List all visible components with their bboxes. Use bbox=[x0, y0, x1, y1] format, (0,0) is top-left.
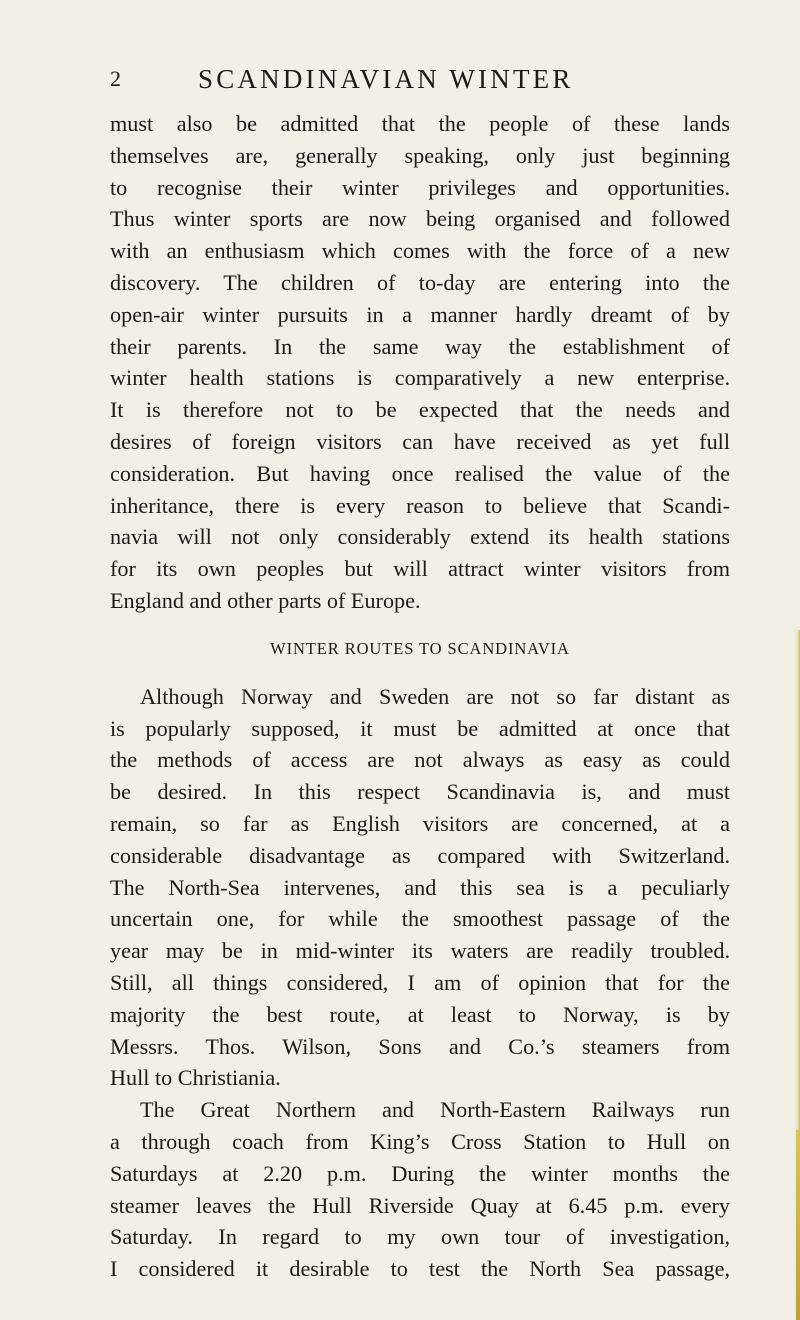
text-line: Although Norway and Sweden are not so far distant as bbox=[140, 683, 730, 709]
text-line: for its own peoples but will attract winter visitors from bbox=[110, 556, 730, 582]
text-line: England and other parts of Europe. bbox=[110, 587, 421, 613]
text-line: uncertain one, for while the smoothest passage of the bbox=[110, 906, 730, 932]
text-line: to recognise their winter privileges and opportunities. bbox=[110, 174, 730, 200]
paragraph-2 bbox=[110, 681, 730, 1094]
text-line: inheritance, there is every reason to believe that Scandi- bbox=[110, 492, 730, 518]
text-line: winter health stations is comparatively a new enterprise. bbox=[110, 365, 730, 391]
text-line: Saturdays at 2.20 p.m. During the winter months the bbox=[110, 1160, 730, 1186]
text-line: be desired. In this respect Scandinavia is, and must bbox=[110, 779, 730, 805]
text-line: Saturday. In regard to my own tour of investigation, bbox=[110, 1224, 730, 1250]
text-line: year may be in mid-winter its waters are readily troubled. bbox=[110, 938, 730, 964]
text-line: The Great Northern and North-Eastern Railways run bbox=[140, 1097, 730, 1123]
text-line: Thus winter sports are now being organised and followed bbox=[110, 206, 730, 232]
text-line: majority the best route, at least to Norway, is by bbox=[110, 1001, 730, 1027]
text-line: a through coach from King’s Cross Station to Hull on bbox=[110, 1128, 730, 1154]
text-line: desires of foreign visitors can have received as yet full bbox=[110, 428, 730, 454]
page-number: 2 bbox=[110, 66, 121, 91]
text-line: It is therefore not to be expected that the needs and bbox=[110, 397, 730, 423]
text-line: their parents. In the same way the establishment of bbox=[110, 333, 730, 359]
paragraph-1 bbox=[110, 108, 730, 617]
text-line: is popularly supposed, it must be admitted at once that bbox=[110, 715, 730, 741]
page-header bbox=[110, 64, 730, 100]
text-line: The North-Sea intervenes, and this sea is a peculiarly bbox=[110, 874, 730, 900]
section-heading: WINTER ROUTES TO SCANDINAVIA bbox=[270, 638, 570, 658]
text-line: I considered it desirable to test the North Sea passage, bbox=[110, 1256, 730, 1282]
text-line: steamer leaves the Hull Riverside Quay at 6.45 p.m. every bbox=[110, 1192, 730, 1218]
text-line: Still, all things considered, I am of opinion that for the bbox=[110, 969, 730, 995]
page-edge-stain bbox=[796, 1130, 800, 1320]
body-text bbox=[110, 108, 730, 1285]
text-line: navia will not only considerably extend its health stations bbox=[110, 524, 730, 550]
text-line: remain, so far as English visitors are concerned, at a bbox=[110, 810, 730, 836]
paragraph-3 bbox=[110, 1094, 730, 1285]
text-line: consideration. But having once realised the value of the bbox=[110, 460, 730, 486]
text-line: with an enthusiasm which comes with the force of a new bbox=[110, 238, 730, 264]
text-line: open-air winter pursuits in a manner hardly dreamt of by bbox=[110, 301, 730, 327]
text-line: considerable disadvantage as compared with Switzerland. bbox=[110, 842, 730, 868]
text-line: Hull to Christiania. bbox=[110, 1065, 281, 1091]
text-line: the methods of access are not always as easy as could bbox=[110, 747, 730, 773]
text-line: Messrs. Thos. Wilson, Sons and Co.’s steamers from bbox=[110, 1033, 730, 1059]
running-head: SCANDINAVIAN WINTER bbox=[198, 64, 574, 94]
text-line: themselves are, generally speaking, only just beginning bbox=[110, 142, 730, 168]
text-line: must also be admitted that the people of these lands bbox=[110, 111, 730, 136]
text-line: discovery. The children of to-day are entering into the bbox=[110, 269, 730, 295]
